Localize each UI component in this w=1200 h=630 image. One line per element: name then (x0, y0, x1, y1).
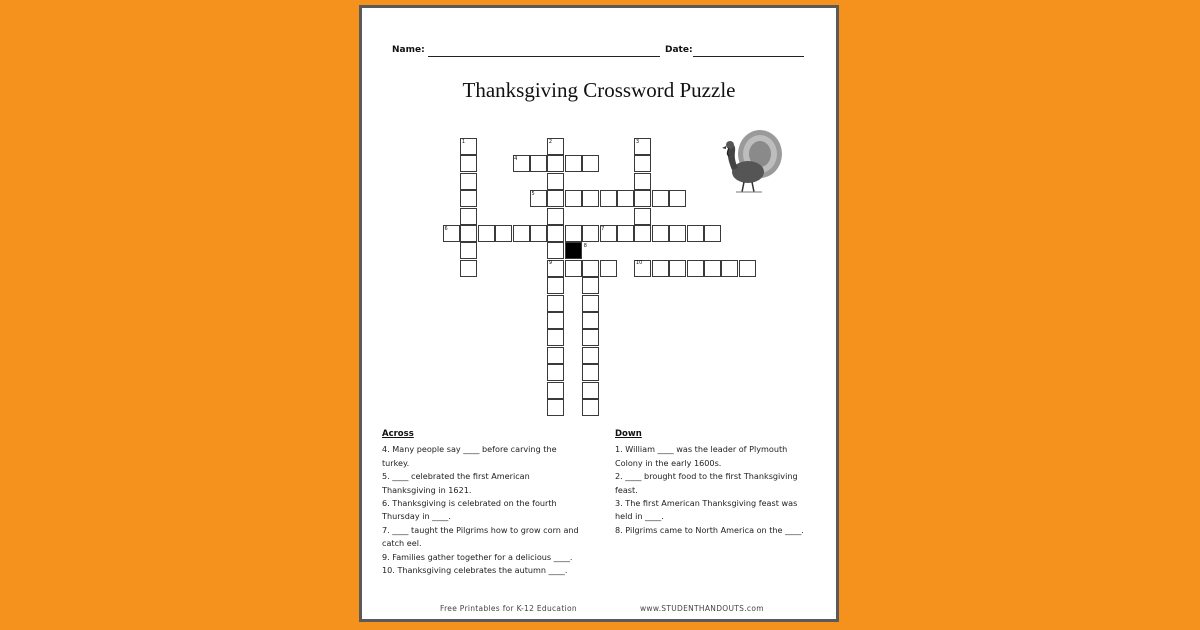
crossword-cell[interactable] (582, 155, 599, 172)
crossword-cell[interactable] (634, 208, 651, 225)
crossword-cell[interactable] (704, 260, 721, 277)
clue-number-10: 10 (635, 260, 643, 267)
crossword-cell[interactable] (669, 225, 686, 242)
footer-right: www.STUDENTHANDOUTS.com (640, 604, 764, 613)
crossword-cell[interactable] (582, 347, 599, 364)
crossword-cell[interactable] (652, 190, 669, 207)
clue-number-3: 3 (635, 138, 640, 145)
crossword-cell[interactable] (460, 260, 477, 277)
across-heading: Across (382, 429, 414, 439)
crossword-cell[interactable] (582, 277, 599, 294)
across-clue-10: 10. Thanksgiving celebrates the autumn ____. (382, 565, 568, 576)
crossword-cell[interactable] (478, 225, 495, 242)
crossword-cell[interactable] (547, 312, 564, 329)
page-title: Thanksgiving Crossword Puzzle (462, 78, 736, 102)
across-clue-5: 5. ____ celebrated the first American Thanksgiving in 1621. (382, 471, 530, 495)
crossword-cell[interactable] (617, 225, 634, 242)
clue-number-4: 4 (514, 155, 518, 162)
crossword-cell[interactable] (547, 208, 564, 225)
crossword-cell[interactable] (582, 364, 599, 381)
crossword-cell[interactable] (582, 312, 599, 329)
crossword-cell[interactable] (617, 190, 634, 207)
crossword-cell[interactable] (669, 190, 686, 207)
crossword-cell[interactable] (460, 173, 477, 190)
crossword-cell[interactable] (704, 225, 721, 242)
crossword-cell[interactable] (634, 190, 651, 207)
crossword-cell[interactable] (460, 225, 477, 242)
crossword-cell[interactable] (600, 260, 617, 277)
across-clue-6: 6. Thanksgiving is celebrated on the fourth Thursday in ____. (382, 498, 557, 522)
crossword-cell[interactable] (547, 382, 564, 399)
crossword-cell[interactable] (547, 173, 564, 190)
crossword-cell[interactable] (687, 225, 704, 242)
crossword-cell[interactable] (652, 260, 669, 277)
crossword-cell[interactable] (634, 225, 651, 242)
crossword-cell[interactable] (530, 225, 547, 242)
clue-number-1: 1 (461, 138, 466, 145)
crossword-black-cell (565, 242, 582, 259)
crossword-cell[interactable] (669, 260, 686, 277)
crossword-cell[interactable] (582, 295, 599, 312)
crossword-cell[interactable] (582, 399, 599, 416)
down-clues (615, 428, 813, 537)
crossword-cell[interactable] (634, 173, 651, 190)
down-clue-1: 1. William ____ was the leader of Plymouth Colony in the early 1600s. (615, 444, 788, 468)
down-clue-3: 3. The first American Thanksgiving feast was held in ____. (615, 498, 798, 522)
crossword-cell[interactable] (547, 242, 564, 259)
crossword-cell[interactable] (495, 225, 512, 242)
crossword-cell[interactable] (739, 260, 756, 277)
clue-number-6: 6 (444, 225, 448, 232)
crossword-cell[interactable] (721, 260, 738, 277)
crossword-cell[interactable] (547, 347, 564, 364)
crossword-cell[interactable] (565, 155, 582, 172)
across-clue-4: 4. Many people say ____ before carving the turkey. (382, 444, 557, 468)
crossword-cell[interactable] (582, 190, 599, 207)
crossword-cell[interactable] (530, 155, 547, 172)
crossword-cell[interactable] (460, 242, 477, 259)
date-line[interactable] (693, 56, 804, 57)
crossword-cell[interactable] (600, 190, 617, 207)
crossword-cell[interactable] (513, 225, 530, 242)
crossword-cell[interactable] (460, 190, 477, 207)
crossword-cell[interactable] (652, 225, 669, 242)
name-label: Name: (392, 45, 425, 55)
crossword-cell[interactable] (547, 399, 564, 416)
crossword-cell[interactable] (582, 382, 599, 399)
worksheet-page (359, 5, 839, 622)
crossword-cell[interactable] (460, 155, 477, 172)
crossword-cell[interactable] (565, 225, 582, 242)
clue-number-2: 2 (548, 138, 553, 145)
clue-number-7: 7 (601, 225, 605, 232)
crossword-cell[interactable] (460, 208, 477, 225)
crossword-cell[interactable] (547, 225, 564, 242)
down-clue-8: 8. Pilgrims came to North America on the ____. (615, 524, 804, 535)
across-clue-7: 7. ____ taught the Pilgrims how to grow corn and catch eel. (382, 524, 579, 549)
down-clue-2: 2. ____ brought food to the first Thanksgiving feast. (615, 471, 798, 495)
crossword-cell[interactable] (565, 190, 582, 207)
footer-left: Free Printables for K-12 Education (440, 604, 577, 613)
across-clue-9: 9. Families gather together for a delicious ____. (382, 551, 573, 562)
crossword-cell[interactable] (582, 260, 599, 277)
crossword-cell[interactable] (547, 364, 564, 381)
crossword-cell[interactable] (634, 155, 651, 172)
name-line[interactable] (428, 56, 660, 57)
crossword-cell[interactable] (582, 225, 599, 242)
crossword-cell[interactable] (582, 329, 599, 346)
crossword-cell[interactable] (547, 277, 564, 294)
crossword-cell[interactable] (547, 190, 564, 207)
crossword-cell[interactable] (547, 295, 564, 312)
crossword-cell[interactable] (547, 329, 564, 346)
crossword-cell[interactable] (687, 260, 704, 277)
date-label: Date: (665, 45, 693, 55)
down-heading: Down (615, 429, 642, 439)
turkey-icon (718, 126, 784, 194)
clue-number-9: 9 (548, 260, 553, 267)
across-clues (382, 428, 582, 577)
clue-number-8: 8 (583, 242, 587, 249)
crossword-cell[interactable] (547, 155, 564, 172)
clue-number-5: 5 (531, 190, 535, 197)
crossword-cell[interactable] (565, 260, 582, 277)
